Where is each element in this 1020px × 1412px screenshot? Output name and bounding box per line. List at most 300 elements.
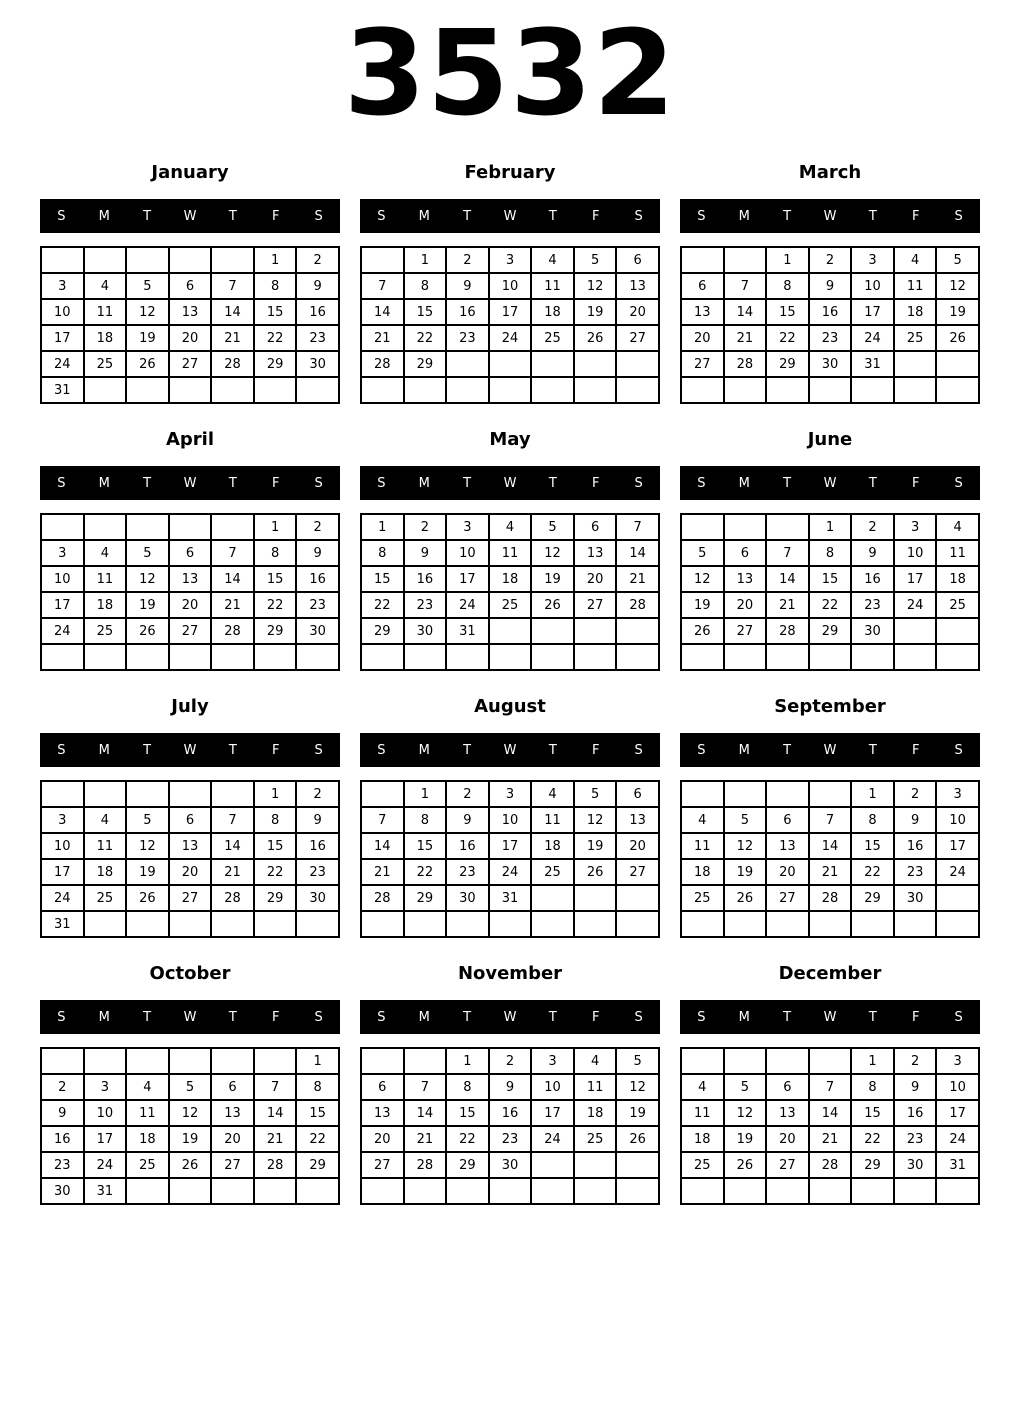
day-cell: 11 [126,1100,169,1126]
weekday-label: M [98,208,110,224]
empty-cell [489,351,532,377]
day-cell: 7 [361,807,404,833]
empty-cell [616,885,659,911]
day-cell: 20 [616,833,659,859]
day-cell: 3 [84,1074,127,1100]
day-cell: 26 [574,325,617,351]
day-cell: 16 [446,299,489,325]
empty-cell [894,351,937,377]
week-row [41,540,339,566]
empty-cell [84,1048,127,1074]
weekday-label: W [183,742,197,758]
week-row [361,377,659,403]
weekday-label: S [377,1009,386,1025]
weekday-label: T [548,742,557,758]
day-cell: 29 [766,351,809,377]
weekday-label: M [418,208,430,224]
day-cell: 31 [851,351,894,377]
day-cell: 6 [169,273,212,299]
day-cell: 24 [446,592,489,618]
empty-cell [361,1048,404,1074]
weekday-label: S [697,208,706,224]
day-cell: 23 [894,1126,937,1152]
month-name: September [774,696,886,717]
day-cell: 2 [446,781,489,807]
day-cell: 4 [681,1074,724,1100]
day-cell: 17 [936,833,979,859]
day-cell: 9 [489,1074,532,1100]
week-row [681,299,979,325]
empty-cell [489,377,532,403]
day-cell: 18 [84,859,127,885]
day-cell: 25 [489,592,532,618]
empty-cell [531,885,574,911]
month-name: February [464,162,556,183]
day-cell: 19 [126,859,169,885]
day-cell: 30 [894,885,937,911]
day-cell: 5 [724,807,767,833]
empty-cell [936,618,979,644]
day-cell: 22 [404,325,447,351]
empty-cell [724,911,767,937]
week-row [681,885,979,911]
day-cell: 4 [84,807,127,833]
weekday-label: S [314,208,323,224]
empty-cell [211,247,254,273]
day-cell: 20 [361,1126,404,1152]
day-cell: 20 [574,566,617,592]
week-row [361,1126,659,1152]
empty-cell [894,911,937,937]
day-cell: 25 [126,1152,169,1178]
empty-cell [446,377,489,403]
empty-cell [766,644,809,670]
day-cell: 30 [41,1178,84,1204]
empty-cell [446,644,489,670]
empty-cell [211,911,254,937]
day-cell: 2 [894,781,937,807]
weekday-label: T [143,208,152,224]
day-cell: 22 [446,1126,489,1152]
empty-cell [681,377,724,403]
week-row [681,911,979,937]
day-cell: 12 [574,273,617,299]
empty-cell [84,514,127,540]
week-row [361,1048,659,1074]
empty-cell [574,911,617,937]
empty-cell [296,644,339,670]
week-row [361,592,659,618]
day-cell: 22 [766,325,809,351]
empty-cell [681,1048,724,1074]
day-cell: 28 [766,618,809,644]
month-name: May [489,429,531,450]
day-cell: 16 [446,833,489,859]
day-cell: 9 [894,1074,937,1100]
day-cell: 2 [296,247,339,273]
empty-cell [41,514,84,540]
day-cell: 13 [681,299,724,325]
day-cell: 14 [809,1100,852,1126]
month-name: October [149,963,231,984]
day-cell: 26 [574,859,617,885]
empty-cell [894,618,937,644]
week-row [41,247,339,273]
empty-cell [766,911,809,937]
day-cell: 5 [574,247,617,273]
day-cell: 26 [724,1152,767,1178]
day-cell: 11 [531,807,574,833]
day-cell: 27 [169,351,212,377]
empty-cell [724,1178,767,1204]
weekday-label: T [463,1009,472,1025]
day-cell: 28 [361,351,404,377]
day-cell: 2 [809,247,852,273]
day-cell: 3 [531,1048,574,1074]
empty-cell [404,644,447,670]
day-cell: 13 [169,833,212,859]
empty-cell [126,1048,169,1074]
day-cell: 11 [489,540,532,566]
weekday-label: T [143,1009,152,1025]
day-cell: 19 [169,1126,212,1152]
empty-cell [41,781,84,807]
day-cell: 18 [84,592,127,618]
day-cell: 31 [446,618,489,644]
day-cell: 23 [296,859,339,885]
day-cell: 15 [254,299,297,325]
empty-cell [169,514,212,540]
empty-cell [574,1152,617,1178]
week-row [361,247,659,273]
day-cell: 30 [894,1152,937,1178]
day-cell: 22 [254,325,297,351]
day-cell: 30 [404,618,447,644]
weekday-label: T [868,1009,877,1025]
weekday-label: M [738,475,750,491]
weekday-label: T [868,742,877,758]
weekday-label: S [954,742,963,758]
day-cell: 12 [724,833,767,859]
weekday-label: T [463,475,472,491]
day-cell: 28 [211,885,254,911]
week-row [681,833,979,859]
day-cell: 21 [254,1126,297,1152]
day-cell: 17 [41,325,84,351]
weekday-header [40,733,340,767]
empty-cell [169,1178,212,1204]
empty-cell [361,781,404,807]
empty-cell [254,1048,297,1074]
empty-cell [169,644,212,670]
weekday-label: S [697,475,706,491]
empty-cell [724,644,767,670]
empty-cell [616,377,659,403]
day-cell: 21 [766,592,809,618]
empty-cell [126,911,169,937]
day-cell: 4 [126,1074,169,1100]
day-cell: 20 [724,592,767,618]
weekday-label: S [954,475,963,491]
day-cell: 21 [809,1126,852,1152]
day-cell: 13 [169,566,212,592]
week-row [681,1048,979,1074]
weekday-label: W [503,1009,517,1025]
day-cell: 15 [851,833,894,859]
week-row [41,833,339,859]
day-cell: 22 [254,859,297,885]
week-row [41,618,339,644]
weekday-label: T [548,208,557,224]
day-cell: 3 [41,273,84,299]
week-row [361,273,659,299]
week-row [681,325,979,351]
day-cell: 9 [296,807,339,833]
day-cell: 6 [211,1074,254,1100]
day-cell: 19 [531,566,574,592]
day-cell: 22 [851,859,894,885]
day-cell: 16 [809,299,852,325]
day-cell: 15 [254,833,297,859]
day-cell: 29 [446,1152,489,1178]
weekday-label: M [738,742,750,758]
day-cell: 27 [574,592,617,618]
empty-cell [531,644,574,670]
day-cell: 16 [404,566,447,592]
day-cell: 7 [404,1074,447,1100]
week-row [361,1074,659,1100]
day-cell: 4 [574,1048,617,1074]
week-row [681,807,979,833]
week-row [681,1074,979,1100]
day-cell: 24 [41,885,84,911]
month-days-table [360,246,660,404]
empty-cell [361,247,404,273]
empty-cell [84,247,127,273]
weekday-label: F [591,208,600,224]
day-cell: 8 [361,540,404,566]
weekday-label: S [314,1009,323,1025]
empty-cell [681,514,724,540]
month-block [680,696,980,938]
day-cell: 10 [84,1100,127,1126]
week-row [681,566,979,592]
empty-cell [489,911,532,937]
day-cell: 8 [766,273,809,299]
week-row [681,377,979,403]
months-grid [0,162,1020,1205]
empty-cell [84,781,127,807]
weekday-label: S [634,1009,643,1025]
day-cell: 1 [446,1048,489,1074]
empty-cell [936,351,979,377]
day-cell: 15 [809,566,852,592]
empty-cell [211,781,254,807]
day-cell: 28 [361,885,404,911]
day-cell: 3 [489,247,532,273]
day-cell: 5 [574,781,617,807]
day-cell: 24 [489,325,532,351]
weekday-header [360,199,660,233]
day-cell: 20 [766,859,809,885]
empty-cell [361,377,404,403]
day-cell: 3 [851,247,894,273]
week-row [681,1126,979,1152]
month-block [40,429,340,671]
empty-cell [211,644,254,670]
day-cell: 9 [894,807,937,833]
day-cell: 11 [84,299,127,325]
weekday-label: S [377,475,386,491]
empty-cell [169,1048,212,1074]
month-block [680,162,980,404]
day-cell: 15 [404,833,447,859]
day-cell: 1 [851,781,894,807]
month-days-table [360,780,660,938]
day-cell: 17 [41,859,84,885]
empty-cell [361,1178,404,1204]
week-row [361,833,659,859]
day-cell: 11 [894,273,937,299]
day-cell: 6 [681,273,724,299]
day-cell: 29 [254,351,297,377]
day-cell: 11 [936,540,979,566]
day-cell: 4 [84,540,127,566]
day-cell: 8 [296,1074,339,1100]
day-cell: 17 [531,1100,574,1126]
weekday-label: W [183,475,197,491]
day-cell: 14 [724,299,767,325]
day-cell: 22 [809,592,852,618]
week-row [681,273,979,299]
day-cell: 16 [851,566,894,592]
empty-cell [766,514,809,540]
day-cell: 13 [766,833,809,859]
month-days-table [360,513,660,671]
day-cell: 17 [446,566,489,592]
empty-cell [616,911,659,937]
weekday-label: F [271,208,280,224]
day-cell: 24 [84,1152,127,1178]
day-cell: 10 [531,1074,574,1100]
day-cell: 24 [936,1126,979,1152]
week-row [361,325,659,351]
weekday-label: F [911,475,920,491]
weekday-label: T [783,208,792,224]
day-cell: 19 [616,1100,659,1126]
day-cell: 10 [446,540,489,566]
empty-cell [531,911,574,937]
empty-cell [936,1178,979,1204]
week-row [681,1178,979,1204]
month-block [360,429,660,671]
empty-cell [616,618,659,644]
day-cell: 21 [211,859,254,885]
week-row [681,514,979,540]
day-cell: 4 [531,781,574,807]
day-cell: 4 [894,247,937,273]
day-cell: 24 [531,1126,574,1152]
empty-cell [766,781,809,807]
empty-cell [41,1048,84,1074]
week-row [361,299,659,325]
empty-cell [681,644,724,670]
day-cell: 27 [211,1152,254,1178]
day-cell: 6 [766,1074,809,1100]
empty-cell [851,377,894,403]
empty-cell [126,514,169,540]
month-block [40,162,340,404]
day-cell: 15 [254,566,297,592]
day-cell: 5 [531,514,574,540]
day-cell: 17 [41,592,84,618]
day-cell: 1 [766,247,809,273]
week-row [361,644,659,670]
month-days-table [40,1047,340,1205]
day-cell: 9 [296,540,339,566]
day-cell: 12 [936,273,979,299]
month-name: June [807,429,853,450]
day-cell: 29 [254,885,297,911]
empty-cell [851,644,894,670]
day-cell: 9 [851,540,894,566]
week-row [41,911,339,937]
empty-cell [404,1048,447,1074]
day-cell: 25 [84,885,127,911]
day-cell: 23 [809,325,852,351]
empty-cell [574,644,617,670]
empty-cell [254,377,297,403]
day-cell: 8 [446,1074,489,1100]
empty-cell [169,377,212,403]
empty-cell [894,377,937,403]
week-row [681,644,979,670]
day-cell: 18 [681,859,724,885]
week-row [41,807,339,833]
empty-cell [531,351,574,377]
day-cell: 10 [489,807,532,833]
month-block [360,963,660,1205]
empty-cell [616,1178,659,1204]
day-cell: 14 [809,833,852,859]
day-cell: 9 [296,273,339,299]
day-cell: 18 [894,299,937,325]
week-row [681,859,979,885]
day-cell: 19 [574,833,617,859]
day-cell: 2 [851,514,894,540]
day-cell: 19 [126,325,169,351]
day-cell: 30 [296,618,339,644]
week-row [361,885,659,911]
day-cell: 22 [404,859,447,885]
empty-cell [724,1048,767,1074]
month-block [360,696,660,938]
day-cell: 5 [681,540,724,566]
empty-cell [446,351,489,377]
weekday-label: T [463,208,472,224]
week-row [361,1178,659,1204]
day-cell: 23 [851,592,894,618]
day-cell: 30 [296,885,339,911]
empty-cell [531,1152,574,1178]
weekday-label: S [57,742,66,758]
empty-cell [84,911,127,937]
day-cell: 15 [404,299,447,325]
day-cell: 21 [404,1126,447,1152]
day-cell: 1 [254,514,297,540]
day-cell: 31 [84,1178,127,1204]
day-cell: 9 [446,807,489,833]
